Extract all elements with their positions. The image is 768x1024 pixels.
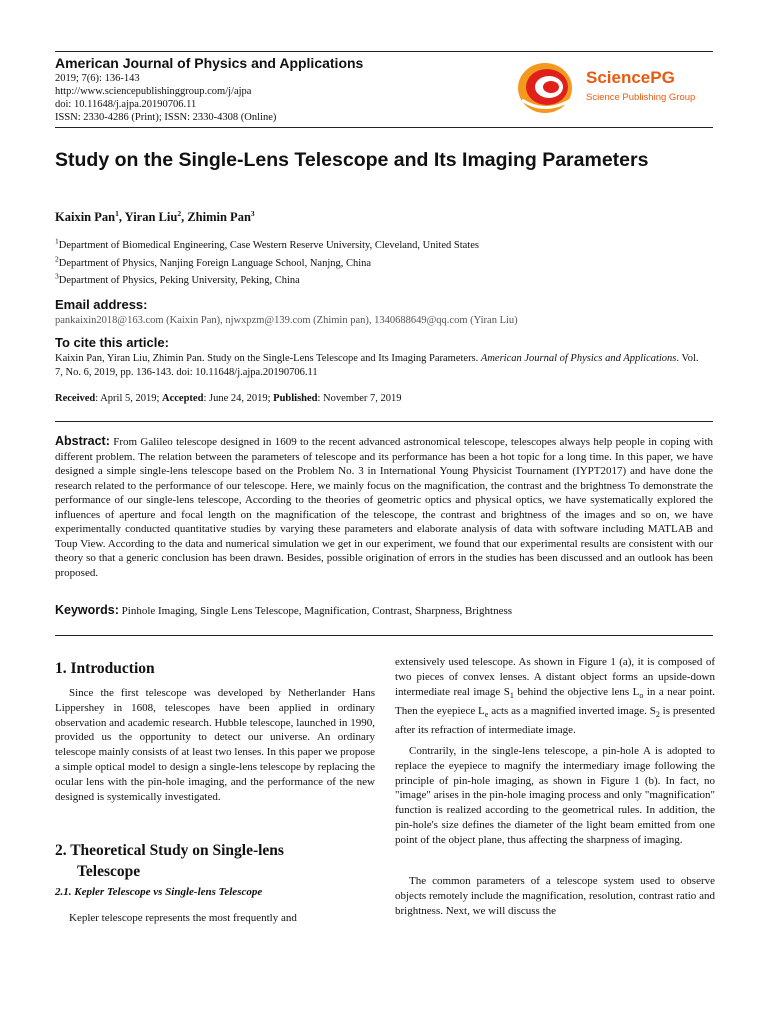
subscript: e <box>484 709 489 719</box>
cite-heading: To cite this article: <box>55 335 169 350</box>
cite-text <box>55 352 705 380</box>
sciencepg-logo-icon <box>516 60 578 116</box>
keywords-text: Pinhole Imaging, Single Lens Telescope, Magnification, Contrast, Sharpness, Brightness <box>121 605 513 617</box>
right-paragraph-1 <box>395 655 715 737</box>
author-name: Kaixin Pan <box>55 210 116 224</box>
logo-name: SciencePG <box>586 68 675 87</box>
text-run: extensively used telescope. As shown in Figure 1 (a), it is composed of two pieces of convex lenses. A distant object forms an upside-down intermediate real image S <box>395 656 715 698</box>
right-paragraph-3: The common parameters of a telescope system used to observe objects remotely include the magnification, resolution, contrast ratio and brightness. Next, we will discuss the <box>395 875 715 917</box>
publication-dates <box>55 392 402 406</box>
affiliation-sup: 3 <box>55 271 59 281</box>
published-label: Published <box>273 393 318 404</box>
text-run: behind the objective lens L <box>513 685 640 698</box>
cite-journal: American Journal of Physics and Applications <box>480 353 677 364</box>
subscript: 1 <box>509 690 514 700</box>
section-2-title-line1: 2. Theoretical Study on Single-lens <box>55 842 284 859</box>
published-date: : November 7, 2019 <box>317 393 402 404</box>
affiliation-sup: 2 <box>55 254 59 264</box>
affiliation <box>55 236 479 251</box>
author-name: Yiran Liu <box>124 210 178 224</box>
affiliation <box>55 254 372 269</box>
received-label: Received <box>55 393 96 404</box>
affiliation-text: Department of Physics, Peking University, Peking, China <box>58 275 300 286</box>
section-2-title <box>55 840 284 882</box>
right-paragraph-2: Contrarily, in the single-lens telescope, a pin-hole A is adopted to replace the eyepiece to magnify the intermediary image following the principle of pin-hole imaging, as shown in Figure 1 (b). In fact, no "image" arises in the pin-hole imaging process and only "magnification" function is realized according to the geometrical rules. In addition, the pin-hole's size defines the diameter of the light beam emitted from one point of the object plane, thus affecting the sharpness of imaging. <box>395 745 715 846</box>
header-bottom-rule <box>55 127 713 128</box>
paper-title: Study on the Single-Lens Telescope and Its Imaging Parameters <box>55 149 649 171</box>
section-2-1-paragraph: Kepler telescope represents the most frequently and <box>69 912 297 924</box>
email-list[interactable]: pankaixin2018@163.com (Kaixin Pan), njwxpzm@139.com (Zhimin pan), 1340688649@qq.com (Yiran Liu) <box>55 315 518 326</box>
author-sup: 3 <box>250 208 255 218</box>
author-sup: 2 <box>177 208 182 218</box>
affiliation-sup: 1 <box>55 236 59 246</box>
affiliation-text: Department of Biomedical Engineering, Case Western Reserve University, Cleveland, United States <box>58 240 479 251</box>
text-run: acts as a magnified inverted image. S <box>488 704 656 717</box>
journal-doi[interactable]: doi: 10.11648/j.ajpa.20190706.11 <box>55 99 197 110</box>
abstract-text: From Galileo telescope designed in 1609 to the recent advanced astronomical telescope, telescopes always help people in coping with different problem. The relation between the parameters of telescope and its performance has been a hot topic for a long time. In this paper, we have designed a simple single-lens telescope based on the Problem No. 3 in International Young Physicist Tournament (IYPT2017) and have done the research related to the performance of our telescope. Here, we mainly focus on the magnification, the contrast and the brightness To demonstrate the performance of our single-lens telescope, According to the theories of geometric optics and physical optics, we have systematically explored the influences of aperture and focal length on the magnification of the telescope, the contrast and brightness of the images and so on, we have experimentally conducted quantitative studies by varying these parameters and elaborate analysis of data with software including MATLAB and Toup View. According to the data and numerical simulation we get in our experiment, we found that our experimental results are consistent with our theory so that a generic conclusion has been drawn. Besides, possible origination of errors in the studies has been discussed and an outlook has been proposed. <box>55 436 714 579</box>
journal-url[interactable]: http://www.sciencepublishinggroup.com/j/ajpa <box>55 86 252 97</box>
section-1-title: 1. Introduction <box>55 660 155 677</box>
section-2-1-title: 2.1. Kepler Telescope vs Single-lens Telescope <box>55 886 263 898</box>
abstract <box>55 434 713 580</box>
affiliation-text: Department of Physics, Nanjing Foreign Language School, Nanjng, China <box>58 258 372 269</box>
sciencepg-logo <box>516 58 716 118</box>
accepted-label: Accepted <box>162 393 204 404</box>
header-top-rule <box>55 51 713 52</box>
text-run: is presented after its refraction of intermediate image. <box>395 704 716 736</box>
abstract-top-rule <box>55 421 713 422</box>
keywords <box>55 603 512 617</box>
affiliation <box>55 271 300 286</box>
received-date: : April 5, 2019; <box>95 393 163 404</box>
journal-issue: 2019; 7(6): 136-143 <box>55 73 140 84</box>
logo-subtitle: Science Publishing Group <box>586 92 696 103</box>
author-name: Zhimin Pan <box>187 210 251 224</box>
section-2-title-line2: Telescope <box>77 863 141 880</box>
subscript: o <box>639 690 644 700</box>
cite-volume: . Vol. 7, No. 6, 2019, pp. 136-143. doi: 10.11648/j.ajpa.20190706.11 <box>55 353 699 378</box>
accepted-date: : June 24, 2019; <box>203 393 274 404</box>
author-list: Kaixin Pan$^1$, Yiran Liu$^2$, Zhimin Pan$^3$ <box>55 208 255 224</box>
section-1-paragraph: Since the first telescope was developed by Netherlander Hans Lippershey in 1608, telescopes have been applied in ordinary observation and academic research. Hubble telescope, launched in 1990, provided us the opportunity to detect our universe. An ordinary telescope mainly consists of at least two lenses. In this paper we propose a simple optical model to design a single-lens telescope by replacing the ocular lens with the pin-hole imaging, and the performance of the new designed is systemically investigated. <box>55 687 375 803</box>
journal-issn: ISSN: 2330-4286 (Print); ISSN: 2330-4308 (Online) <box>55 112 277 123</box>
cite-authors-title: Kaixin Pan, Yiran Liu, Zhimin Pan. Study on the Single-Lens Telescope and Its Imaging Parameters. <box>55 353 479 364</box>
email-heading: Email address: <box>55 297 148 312</box>
keywords-label: Keywords: <box>55 603 119 617</box>
author-sup: 1 <box>115 208 119 218</box>
text-run: in a near point. Then the eyepiece L <box>395 685 715 717</box>
body-top-rule <box>55 635 713 636</box>
journal-name: American Journal of Physics and Applications <box>55 55 364 71</box>
subscript: 2 <box>655 709 660 719</box>
abstract-label: Abstract: <box>55 434 110 448</box>
